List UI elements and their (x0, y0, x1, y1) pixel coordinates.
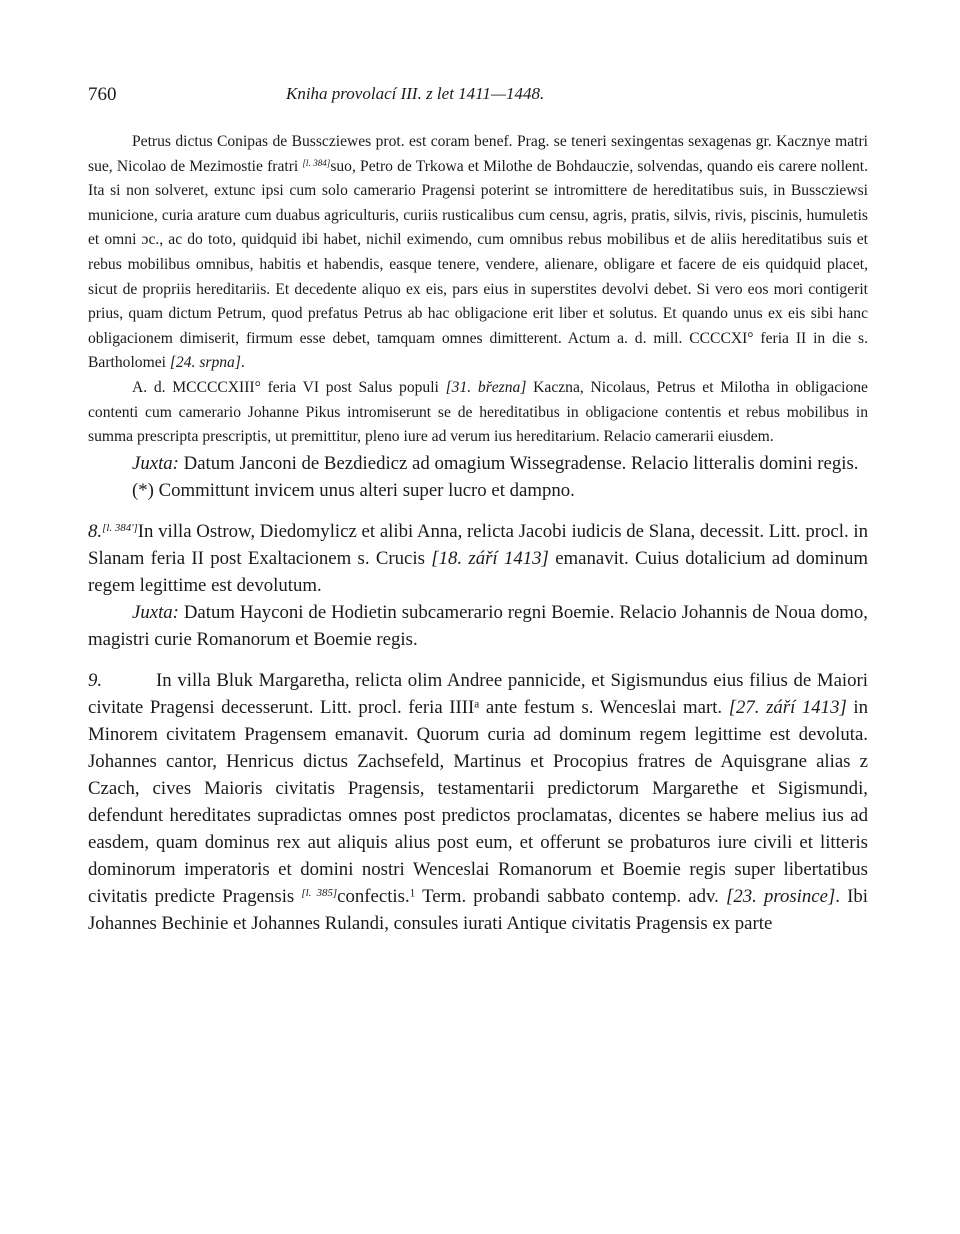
date-note: [24. srpna] (169, 354, 241, 372)
entry-number: 8. (88, 520, 103, 542)
juxta-label: Juxta: (132, 452, 179, 474)
juxta-text: Datum Janconi de Bezdiedicz ad omagium Wissegradense. Relacio litteralis domini regis. (178, 452, 859, 474)
juxta-note (88, 599, 868, 653)
entry-text: confectis. (337, 885, 410, 907)
entry-text: In villa Ostrow, Diedomylicz et alibi Anna, relicta Jacobi iudicis de Slana, decessit. Litt. procl. in Slanam feria II post Exaltacionem s. Crucis (88, 520, 868, 569)
entry-text: Term. probandi sabbato contemp. adv. (415, 885, 727, 907)
date-note: [18. září 1413] (431, 547, 549, 569)
entry-paragraph-9 (88, 667, 868, 937)
page-header (88, 84, 868, 114)
folio-marker: [l. 384] (302, 157, 331, 168)
document-page (88, 84, 868, 937)
date-note: [23. prosince] (726, 885, 836, 907)
entry-text: ante festum s. Wenceslai mart. (479, 696, 729, 718)
entry-paragraph-obligation (88, 130, 868, 376)
juxta-text: Datum Hayconi de Hodietin subcamerario regni Boemie. Relacio Johannis de Noua domo, magistri curie Romanorum et Boemie regis. (88, 601, 868, 650)
entry-paragraph-intromission (88, 376, 868, 450)
folio-marker: [l. 384'] (102, 521, 138, 534)
entry-text: . Ibi Johannes Bechinie et Johannes Rulandi, consules iurati Antique civitatis Pragensis ex parte (88, 885, 868, 934)
date-note: [31. března] (445, 378, 527, 396)
juxta-note (88, 450, 868, 477)
date-note: [27. září 1413] (728, 696, 847, 718)
entry-text: A. d. MCCCCXIII° feria VI post Salus populi (132, 378, 446, 396)
entry-text: In villa Bluk Margaretha, relicta olim Andree pannicide, et Sigismundus eius filius de Maiori civitate Pragensi decesserunt. Litt. procl. feria IIII (88, 669, 868, 718)
annotation-note: (*) Committunt invicem unus alteri super lucro et dampno. (132, 479, 575, 501)
folio-marker: [l. 385] (301, 886, 338, 899)
entry-text: Petrus dictus Conipas de Busscziewes prot. est coram benef. Prag. se teneri sexingentas sexagenas gr. Kacznye matri sue, Nicolao de Mezimostie fratri (88, 133, 868, 175)
entry-text: suo, Petro de Trkowa et Milothe de Bohdauczie, solvendas, quando eis carere nollent. Ita si non solveret, extunc ipsi cum solo camerario Pragensi poterint se intromittere de hereditatibus suis, in Busscziewsi municione, curia arature cum duabus agriculturis, curiis rusticalibus cum censu, agris, pratis, silvis, rivis, piscinis, humuletis et omni ɔc., ac do toto, quidquid ibi habet, nichil eximendo, cum omnibus rebus mobilibus et de aliis hereditatibus suis et rebus mobilibus omnibus, habitis et habendis, easque tenere, vendere, alienare, obligare et facere de eis quidquid placet, sicut de propriis hereditariis. Et decedente aliquo ex eis, pars eius in superstites devolvi debet. Si vero eos mori contigerit prius, quam dictum Petrum, quod prefatus Petrus ab hac obligacione erit liber et solutus. Et quando unus ex eis sibi hanc obligacionem dimiserit, firmum esse debet, tamquam omnes dimitterent. Actum a. d. mill. CCCCXI° feria II in die s. Bartholomei (88, 157, 869, 372)
juxta-label: Juxta: (132, 601, 179, 623)
entry-text: . (240, 354, 245, 372)
superscript-a: a (474, 698, 480, 711)
entry-text: Kaczna, Nicolaus, Petrus et Milotha in obligacione contenti cum camerario Johanne Pikus intromiserunt se de hereditatibus in obligacione contentis et rebus mobilibus in summa prescripta prescriptis, ut premittitur, pleno iure ad verum ius hereditarium. Relacio camerarii eiusdem. (88, 378, 868, 446)
entry-text: emanavit. Cuius dotalicium ad dominum regem legittime est devolutum. (88, 547, 868, 596)
running-title: Kniha provolací III. z let 1411—1448. (286, 84, 545, 103)
entry-text: in Minorem civitatem Pragensem emanavit. Quorum curia ad dominum regem legittime est devoluta. Johannes cantor, Henricus dictus Zachsefeld, Martinus et Procopius fratres de Aquisgrane alias z Czach, cives Maioris civitatis Pragensis, testamentarii predictorum Margarethe et Sigismundi, defendunt hereditates supradictas omnes post predictos proclamatas, dicentes se habere melius ius ad easdem, quam dominus rex aut aliquis alius post eum, et offerunt se probaturos iure civili et litteris dominorum imperatoris et domini nostri Wenceslai Romanorum et Boemie regis super libertatibus civitatis predicte Pragensis (88, 696, 868, 907)
entry-number: 9. (88, 669, 103, 691)
page-number: 760 (88, 84, 117, 105)
footnote-reference: 1 (409, 887, 416, 900)
entry-paragraph-8 (88, 518, 868, 599)
